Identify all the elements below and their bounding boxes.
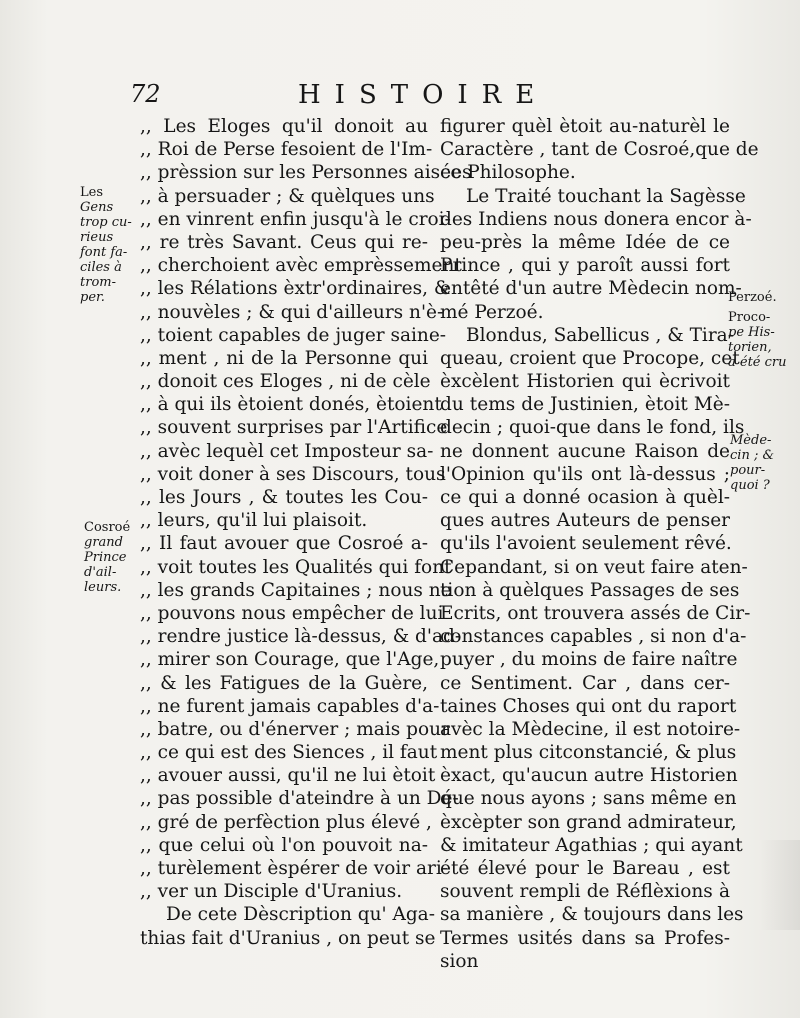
text-line: ,, que celui où l'on pouvoit na- <box>140 834 428 856</box>
text-line: ,, cherchoient avèc emprèssement <box>140 255 462 277</box>
text-line: ,, ce qui est des Siences , il faut <box>140 742 438 764</box>
margin-note-line: grand <box>84 535 123 550</box>
margin-note-line: Proco- <box>728 310 771 325</box>
text-line: ce Philosophe. <box>440 162 576 184</box>
text-line: ,, toient capables de juger saine- <box>140 324 447 346</box>
text-line: l'Opinion qu'ils ont là-dessus ; <box>440 463 730 485</box>
running-title: HISTOIRE <box>298 80 549 110</box>
margin-note-cosroe <box>84 520 140 595</box>
margin-note-line: cin ; & <box>730 448 775 463</box>
text-line: ,, Les Eloges qu'il donoit au <box>140 116 428 137</box>
text-line: thias fait d'Uranius , on peut se <box>140 927 436 949</box>
text-line: ,, leurs, qu'il lui plaisoit. <box>140 510 368 532</box>
text-line: ,, voit toutes les Qualités qui font <box>140 556 452 578</box>
margin-note-line: Mède- <box>730 433 772 448</box>
text-line: decin ; quoi-que dans le fond, ils <box>440 417 745 439</box>
text-line: ques autres Auteurs de penser <box>440 510 730 532</box>
text-line: ,, les grands Capitaines ; nous ne <box>140 579 452 601</box>
text-line: Cepandant, si on veut faire aten- <box>440 556 748 578</box>
text-line: queau, croient que Procope, cet <box>440 347 740 369</box>
text-line: ,, batre, ou d'énerver ; mais pour <box>140 718 450 740</box>
text-line: ,, turèlement èspérer de voir ari- <box>140 858 449 879</box>
text-line: ,, ver un Disciple d'Uranius. <box>140 881 403 903</box>
margin-note-line: Prince <box>84 550 127 565</box>
margin-note-line: Cosroé <box>84 520 131 535</box>
text-line: du tems de Justinien, ètoit Mè- <box>440 394 730 416</box>
page-number: 72 <box>130 80 161 108</box>
margin-note-line: torien, <box>728 340 772 355</box>
text-line: èxact, qu'aucun autre Historien <box>440 765 738 787</box>
text-line: ,, rendre justice là-dessus, & d'ad- <box>140 626 462 648</box>
margin-note-line: d'ail- <box>84 565 117 580</box>
margin-note-line: pe His- <box>728 325 775 340</box>
text-line: puyer , du moins de faire naître <box>440 649 738 671</box>
left-text-column <box>140 115 472 950</box>
margin-note-line: quoi ? <box>730 478 770 493</box>
text-line: mé Perzoé. <box>440 301 544 323</box>
text-line: qu'ils l'avoient seulement rêvé. <box>440 533 732 555</box>
page-edge-shadow <box>760 840 800 930</box>
text-line: que nous ayons ; sans même en <box>440 788 737 810</box>
text-line: peu-près la même Idée de ce <box>440 231 730 253</box>
margin-note-line: per. <box>80 290 105 305</box>
text-line: ce qui a donné ocasion à quèl- <box>440 487 730 508</box>
text-line: tion à quèlques Passages de ses <box>440 579 740 601</box>
text-line: entêté d'un autre Mèdecin nom- <box>440 278 742 300</box>
text-line: ,, pouvons nous empêcher de lui <box>140 602 444 624</box>
text-line: ment plus citconstancié, & plus <box>440 742 737 764</box>
text-line: Le Traité touchant la Sagèsse <box>466 185 746 207</box>
text-line: sa manière , & toujours dans les <box>440 904 744 926</box>
text-line: ,, gré de perfèction plus élevé , <box>140 811 432 833</box>
text-line: ,, pas possible d'ateindre à un Dé- <box>140 788 459 810</box>
margin-note-line: pour- <box>730 463 766 478</box>
text-line: De cete Dèscription qu' Aga- <box>166 904 435 926</box>
margin-note-line: Perzoé. <box>728 290 777 305</box>
text-line: Caractère , tant de Cosroé,que de <box>440 139 759 161</box>
text-line: Termes usités dans sa Profes- <box>440 927 730 949</box>
text-line: ,, avouer aussi, qu'il ne lui ètoit <box>140 765 436 787</box>
text-line: ,, les Jours , & toutes les Cou- <box>140 487 428 508</box>
text-line: ,, en vinrent enfin jusqu'à le croi- <box>140 208 451 230</box>
text-line: ce Sentiment. Car , dans cer- <box>440 672 730 694</box>
text-line: ,, souvent surprises par l'Artifice <box>140 417 448 439</box>
text-line: ,, donoit ces Eloges , ni de cèle <box>140 371 431 393</box>
text-line: souvent rempli de Réflèxions à <box>440 881 730 903</box>
margin-note-line: trop cu- <box>80 215 132 230</box>
text-line: ,, à qui ils ètoient donés, ètoient <box>140 394 442 416</box>
text-line: ,, prèssion sur les Personnes aisées <box>140 162 472 184</box>
margin-note-line: rieus <box>80 230 114 245</box>
text-line: ,, mirer son Courage, que l'Age, <box>140 649 440 671</box>
text-line: été élevé pour le Bareau , est <box>440 858 730 879</box>
text-line: ,, à persuader ; & quèlques uns <box>140 185 435 207</box>
text-line: ,, & les Fatigues de la Guère, <box>140 672 428 694</box>
text-line: ,, ne furent jamais capables d'a- <box>140 695 440 717</box>
margin-note-gens-curieux <box>80 185 138 305</box>
margin-note-procope <box>728 310 792 370</box>
text-line: Blondus, Sabellicus , & Tira- <box>466 324 734 346</box>
text-line: & imitateur Agathias ; qui ayant <box>440 834 743 856</box>
text-line: ne donnent aucune Raison de <box>440 440 730 462</box>
text-line: ,, Roi de Perse fesoient de l'Im- <box>140 139 433 161</box>
text-line: avèc la Mèdecine, il est notoire- <box>440 718 741 740</box>
text-line: sion <box>440 950 479 972</box>
text-line: ,, voit doner à ses Discours, tous <box>140 463 446 485</box>
margin-note-line: Gens <box>80 200 114 215</box>
margin-note-medecin <box>730 433 794 493</box>
text-line: ,, avèc lequèl cet Imposteur sa- <box>140 440 434 462</box>
margin-note-line: font fa- <box>80 245 128 260</box>
margin-note-line: leurs. <box>84 580 122 595</box>
page-header <box>130 80 600 110</box>
margin-note-line: ciles à <box>80 260 122 275</box>
text-line: des Indiens nous donera encor à- <box>440 208 752 230</box>
text-line: èxcèpter son grand admirateur, <box>440 811 737 833</box>
text-line: figurer quèl ètoit au-naturèl le <box>440 116 730 137</box>
margin-note-line: a été cru <box>728 355 787 370</box>
text-line: Prince , qui y paroît aussi fort <box>440 255 730 277</box>
text-line: ,, Il faut avouer que Cosroé a- <box>140 533 428 555</box>
margin-note-line: trom- <box>80 275 116 290</box>
text-line: constances capables , si non d'a- <box>440 626 747 648</box>
text-line: èxcèlent Historien qui ècrivoit <box>440 371 730 393</box>
margin-note-line: Les <box>80 185 103 200</box>
text-line: ,, les Rélations èxtr'ordinaires, & <box>140 278 451 300</box>
margin-note-perzoe <box>728 290 788 305</box>
text-line: taines Choses qui ont du raport <box>440 695 737 717</box>
text-line: Ecrits, ont trouvera assés de Cir- <box>440 602 751 624</box>
text-line: ,, re très Savant. Ceus qui re- <box>140 231 428 253</box>
text-line: ,, nouvèles ; & qui d'ailleurs n'è- <box>140 301 444 323</box>
text-line: ,, ment , ni de la Personne qui <box>140 347 428 369</box>
